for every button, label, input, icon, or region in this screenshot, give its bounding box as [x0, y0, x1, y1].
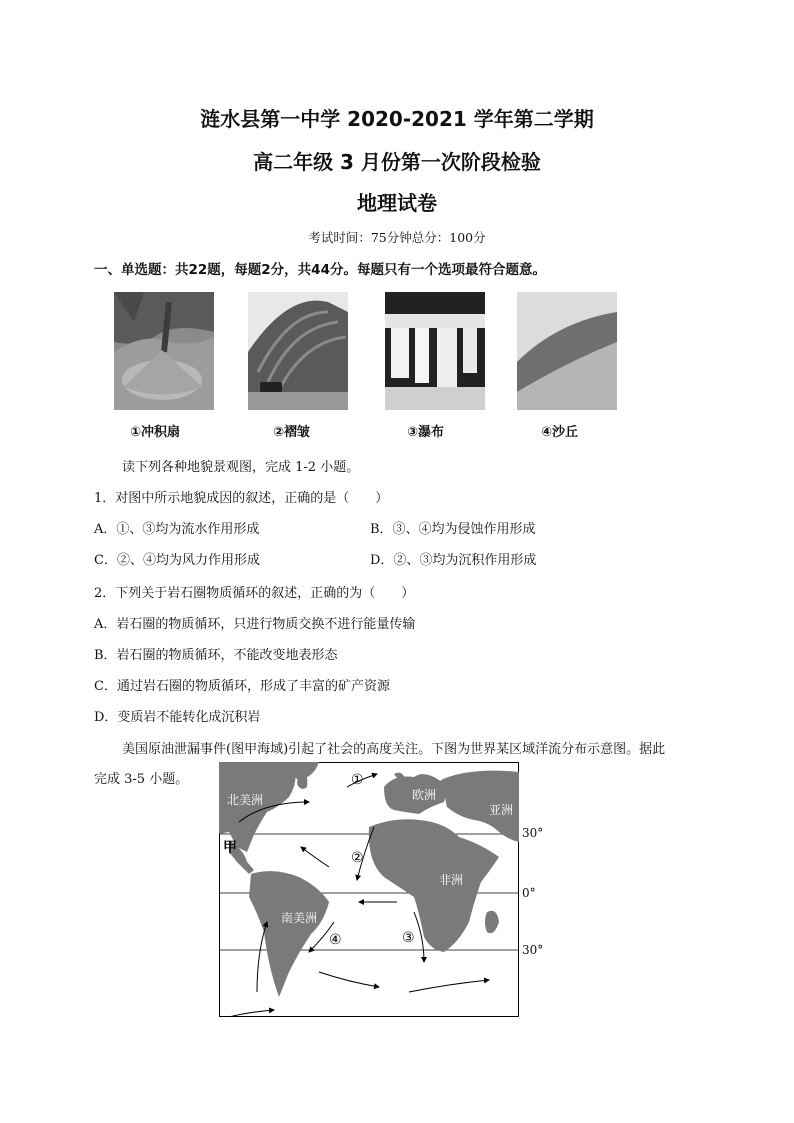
fold-mountain-photo — [248, 292, 348, 410]
photo-caption-4: ④沙丘 — [541, 425, 579, 440]
ocean-current-map — [219, 762, 519, 1017]
question-1-stem: 1．对图中所示地貌成因的叙述，正确的是（ ） — [94, 491, 389, 506]
label-asia: 亚洲 — [489, 803, 514, 817]
question-1-option-b: B．③、④均为侵蚀作用形成 — [370, 522, 536, 537]
question-2-option-d: D．变质岩不能转化成沉积岩 — [94, 710, 261, 725]
label-jia: 甲 — [223, 840, 237, 856]
question-1-option-a: A．①、③均为流水作用形成 — [94, 522, 260, 537]
question-2-option-a: A．岩石圈的物质循环，只进行物质交换不进行能量传输 — [94, 617, 416, 632]
question-2-option-c: C．通过岩石圈的物质循环，形成了丰富的矿产资源 — [94, 679, 390, 694]
title-grade-exam: 高二年级 3 月份第一次阶段检验 — [253, 150, 541, 174]
lat-label-0: 0° — [522, 886, 536, 900]
label-north-america: 北美洲 — [227, 793, 264, 807]
question-2-stem: 2．下列关于岩石圈物质循环的叙述，正确的为（ ） — [94, 586, 415, 601]
lat-label-30n: 30° — [522, 826, 544, 840]
label-africa: 非洲 — [439, 873, 464, 887]
alluvial-fan-photo — [114, 292, 214, 410]
title-subject: 地理试卷 — [357, 191, 437, 215]
intro-3-5-line2: 完成 3-5 小题。 — [94, 772, 189, 787]
photo-caption-2: ②褶皱 — [273, 425, 311, 440]
waterfall-photo — [385, 292, 485, 410]
photo-caption-3: ③瀑布 — [407, 425, 445, 440]
section-heading: 一、单选题：共22题，每题2分，共44分。每题只有一个选项最符合题意。 — [94, 262, 546, 278]
label-current-2: ② — [351, 850, 364, 866]
lat-label-30s: 30° — [522, 943, 544, 957]
exam-info: 考试时间：75分钟总分：100分 — [308, 230, 486, 245]
label-current-4: ④ — [329, 932, 342, 948]
intro-3-5-line1: 美国原油泄漏事件(图甲海域)引起了社会的高度关注。下图为世界某区域洋流分布示意图。据此 — [122, 742, 666, 757]
question-1-option-c: C．②、④均为风力作用形成 — [94, 553, 260, 568]
title-school-term: 涟水县第一中学 2020-2021 学年第二学期 — [200, 107, 594, 131]
label-current-1: ① — [351, 772, 364, 788]
label-current-3: ③ — [402, 930, 415, 946]
intro-1-2: 读下列各种地貌景观图，完成 1-2 小题。 — [122, 460, 360, 475]
photo-caption-1: ①冲积扇 — [130, 425, 181, 440]
question-2-option-b: B．岩石圈的物质循环，不能改变地表形态 — [94, 648, 338, 663]
label-south-america: 南美洲 — [281, 911, 318, 925]
label-europe: 欧洲 — [412, 788, 437, 802]
question-1-option-d: D．②、③均为沉积作用形成 — [370, 553, 537, 568]
sand-dune-photo — [517, 292, 617, 410]
